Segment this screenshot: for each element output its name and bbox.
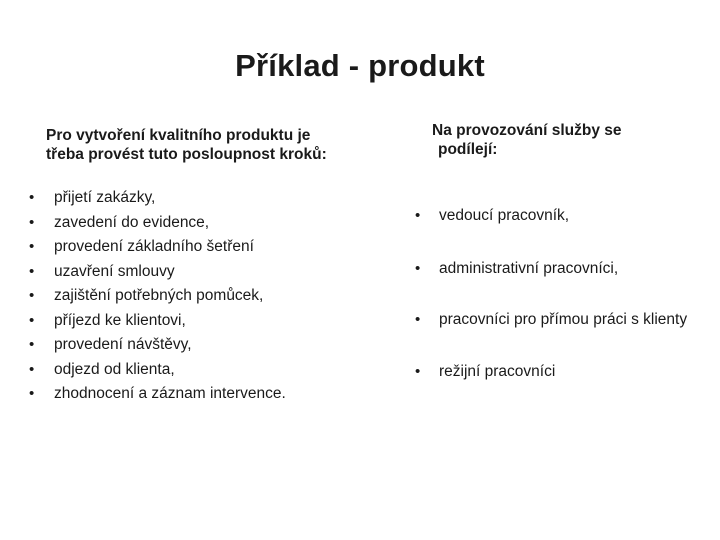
slide-title: Příklad - produkt bbox=[235, 48, 485, 83]
list-item: • přijetí zakázky, bbox=[54, 186, 374, 211]
left-heading-line-1: Pro vytvoření kvalitního produktu je bbox=[46, 127, 311, 144]
right-heading-line-1: Na provozování služby se bbox=[432, 122, 622, 139]
list-item: • vedoucí pracovník, bbox=[439, 207, 699, 225]
right-heading-line-2: podílejí: bbox=[438, 141, 498, 158]
left-column-heading bbox=[46, 126, 386, 164]
list-item: • administrativní pracovníci, bbox=[439, 260, 699, 278]
list-item: • uzavření smlouvy bbox=[54, 260, 374, 285]
left-heading-line-2: třeba provést tuto posloupnost kroků: bbox=[46, 146, 327, 163]
list-item: • pracovníci pro přímou práci s klienty bbox=[439, 311, 699, 329]
list-item: • režijní pracovníci bbox=[439, 363, 699, 381]
list-item: • odjezd od klienta, bbox=[54, 358, 374, 383]
list-item: • provedení základního šetření bbox=[54, 235, 374, 260]
right-column-heading bbox=[432, 121, 692, 159]
process-steps-list bbox=[54, 186, 374, 407]
list-item: • zavedení do evidence, bbox=[54, 211, 374, 236]
list-item: • provedení návštěvy, bbox=[54, 333, 374, 358]
list-item: • zhodnocení a záznam intervence. bbox=[54, 382, 374, 407]
list-item: • zajištění potřebných pomůcek, bbox=[54, 284, 374, 309]
list-item: • příjezd ke klientovi, bbox=[54, 309, 374, 334]
staff-list bbox=[439, 207, 699, 381]
